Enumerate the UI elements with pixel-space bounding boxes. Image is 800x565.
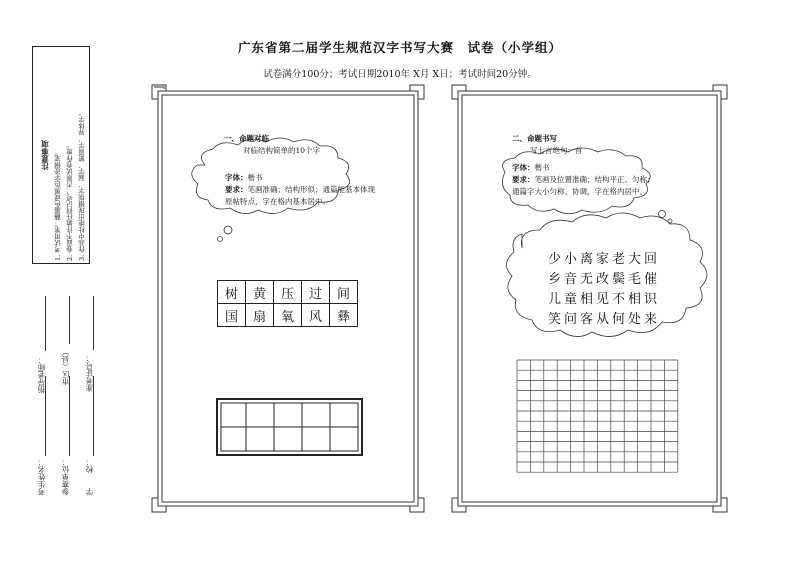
right-section-title: 二、命题书写 <box>512 134 557 143</box>
right-writing-grid <box>517 360 678 472</box>
right-requirements <box>512 162 702 198</box>
left-section-desc: 对临结构简单的10个字 <box>243 146 321 155</box>
left-writing-grid <box>217 399 362 455</box>
right-section-desc: 写七言绝句一首 <box>530 146 583 155</box>
poem-line: 笑问客从何处来 <box>548 312 661 327</box>
char-cell: 间 <box>330 281 358 304</box>
left-req-label: 要求： <box>225 185 248 194</box>
table-row <box>218 281 358 304</box>
copy-chars-table <box>217 280 358 327</box>
exam-title: 广东省第二届学生规范汉字书写大赛 试卷（小学组） <box>237 40 562 55</box>
left-req-text: 笔画准确；结构形似；通篇能基本体现原帖特点，字在格内基本居中。 <box>225 185 375 206</box>
notice-line-2: 2. 卷面不许做任何记号，否则试卷作废。 <box>66 142 74 261</box>
poem-line: 乡音无改鬓毛催 <box>548 272 661 287</box>
field-student-name: 考生姓名： <box>37 458 46 496</box>
poem-line: 儿童相见不相识 <box>548 292 661 307</box>
left-requirements <box>225 172 375 208</box>
char-cell: 树 <box>218 281 246 304</box>
field-city: 市区（县） <box>61 348 70 386</box>
notice-line-3: 3. 作品中杜绝出现错别字、漏字、繁简字、异体字。 <box>78 109 86 261</box>
field-exam-id: 准考证号： <box>85 354 94 392</box>
right-req-text-1: 笔画及位置准确；结构平正、匀称； <box>534 175 655 184</box>
table-row <box>218 304 358 327</box>
exam-subtitle: 试卷满分100分；考试日期2010年 X月 X日；考试时间20分钟。 <box>263 69 537 80</box>
char-cell: 扇 <box>246 304 274 327</box>
char-cell: 氧 <box>274 304 302 327</box>
poem-text <box>548 250 660 330</box>
right-req-text-2: 通篇字大小匀称、协调，字在格内居中。 <box>512 187 647 196</box>
right-req-label: 要求： <box>512 175 535 184</box>
left-font-value: 楷书 <box>247 173 263 182</box>
notice-title: 注意事项 <box>40 140 50 170</box>
char-cell: 黄 <box>246 281 274 304</box>
char-cell: 风 <box>302 304 330 327</box>
left-section-title: 一、命题对临 <box>224 134 269 143</box>
poem-line: 少小离家老大回 <box>548 252 661 267</box>
left-font-label: 字体： <box>225 173 248 182</box>
field-advisor: 指导老师： <box>37 356 46 394</box>
right-font-value: 楷书 <box>534 163 550 172</box>
notice-line-1: 1. 考试用笔：蘸墨色或黑色字迹钢笔。 <box>54 148 62 261</box>
char-cell: 彝 <box>330 304 358 327</box>
field-school: 学 校： <box>85 458 94 496</box>
char-cell: 国 <box>218 304 246 327</box>
notice-box <box>32 46 90 264</box>
right-font-label: 字体： <box>512 163 535 172</box>
field-unit: 参赛单位： <box>61 458 70 496</box>
char-cell: 过 <box>302 281 330 304</box>
char-cell: 压 <box>274 281 302 304</box>
